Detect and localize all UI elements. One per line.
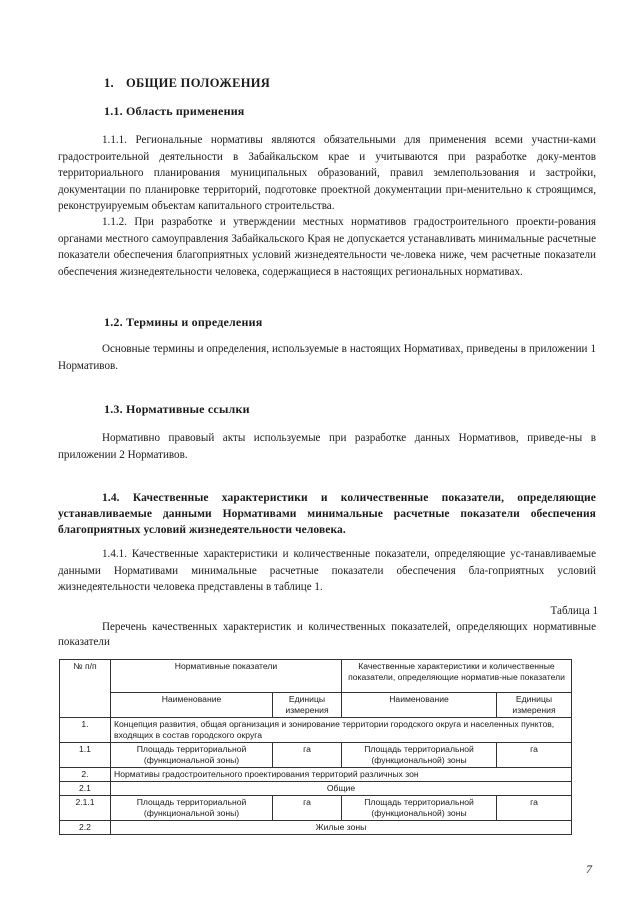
row-text: Концепция развития, общая организация и зонирование территории городского округа и населенных пунктов, входящих в состав городского округа xyxy=(111,718,572,743)
table-row xyxy=(60,821,572,835)
table-label: Таблица 1 xyxy=(550,605,598,617)
row-name: Площадь территориальной (функциональной зоны) xyxy=(111,743,273,768)
row-num: 2.1 xyxy=(60,782,111,796)
table-caption: Перечень качественных характеристик и количественных показателей, определяющих нормативные показатели xyxy=(58,621,596,648)
section-1-number: 1. xyxy=(104,76,114,90)
row-name-2: Площадь территориальной (функциональной) зоны xyxy=(342,796,497,821)
paragraph-1-4-1: 1.4.1. Качественные характеристики и количественные показатели, определяющие ус-танавливаемые данными Нормативами минимальные расчетные показатели обеспечения бла-гоприятных условий жизнедеятельности человека представлены в таблице 1. xyxy=(58,548,596,594)
paragraph-1-1-2: 1.1.2. При разработке и утверждении местных нормативов градостроительного проекти-рования органами местного самоуправления Забайкальского Края не допускается устанавливать минимальные расчетные показатели обеспечения благоприятных условий жизнедеятельности че-ловека ниже, чем расчетные показатели обеспечения жизнедеятельности человека, содержащиеся в настоящих региональных нормативах. xyxy=(58,216,596,278)
row-name: Площадь территориальной (функциональной зоны) xyxy=(111,796,273,821)
table-row xyxy=(60,718,572,743)
row-unit: га xyxy=(273,743,342,768)
row-unit-2: га xyxy=(497,743,572,768)
header-normative: Нормативные показатели xyxy=(111,660,342,693)
row-text: Общие xyxy=(111,782,572,796)
section-1-4-heading: 1.4. Качественные характеристики и количественные показатели, определяющие устанавливаемые данными Нормативами минимальные расчетные показатели обеспечения благоприятных условий жизнедеятельности человека. xyxy=(58,492,596,536)
paragraph-1-2: Основные термины и определения, используемые в настоящих Нормативах, приведены в приложении 1 Нормативов. xyxy=(58,343,596,372)
header-num: № п/п xyxy=(60,660,111,718)
header-units-2: Единицы измерения xyxy=(497,693,572,718)
section-1-3-heading: 1.3. Нормативные ссылки xyxy=(104,402,250,416)
row-unit-2: га xyxy=(497,796,572,821)
row-num: 2.1.1 xyxy=(60,796,111,821)
table-row xyxy=(60,768,572,782)
header-name: Наименование xyxy=(111,693,273,718)
table-header-row xyxy=(60,660,572,693)
header-qualitative: Качественные характеристики и количественные показатели, определяющие норматив-ные показатели xyxy=(342,660,572,693)
row-num: 1. xyxy=(60,718,111,743)
section-1-title: ОБЩИЕ ПОЛОЖЕНИЯ xyxy=(125,76,271,90)
section-1-1-heading: 1.1. Область применения xyxy=(104,104,245,118)
header-units: Единицы измерения xyxy=(273,693,342,718)
header-name-2: Наименование xyxy=(342,693,497,718)
section-1-heading xyxy=(104,76,270,91)
page-number: 7 xyxy=(586,862,592,876)
paragraph-1-3: Нормативно правовый акты используемые при разработке данных Нормативов, приведе-ны в приложении 2 Нормативов. xyxy=(58,432,596,461)
table-row xyxy=(60,796,572,821)
table-row xyxy=(60,782,572,796)
row-num: 1.1 xyxy=(60,743,111,768)
table-subheader-row xyxy=(60,693,572,718)
table-row xyxy=(60,743,572,768)
row-unit: га xyxy=(273,796,342,821)
row-name-2: Площадь территориальной (функциональной) зоны xyxy=(342,743,497,768)
section-1-2-heading: 1.2. Термины и определения xyxy=(104,315,263,329)
row-text: Жилые зоны xyxy=(111,821,572,835)
row-num: 2.2 xyxy=(60,821,111,835)
indicators-table xyxy=(59,659,572,835)
row-num: 2. xyxy=(60,768,111,782)
row-text: Нормативы градостроительного проектирования территорий различных зон xyxy=(111,768,572,782)
paragraph-1-1-1: 1.1.1. Региональные нормативы являются обязательными для применения всеми участни-ками градостроительной деятельности в Забайкальском крае и учитываются при разработке доку-ментов территориального планирования муниципальных образований, правил землепользования и застройки, документации по планировке территорий, подготовке проектной документации при-менительно к строящимся, реконструируемым объектам капитального строительства. xyxy=(58,134,596,213)
